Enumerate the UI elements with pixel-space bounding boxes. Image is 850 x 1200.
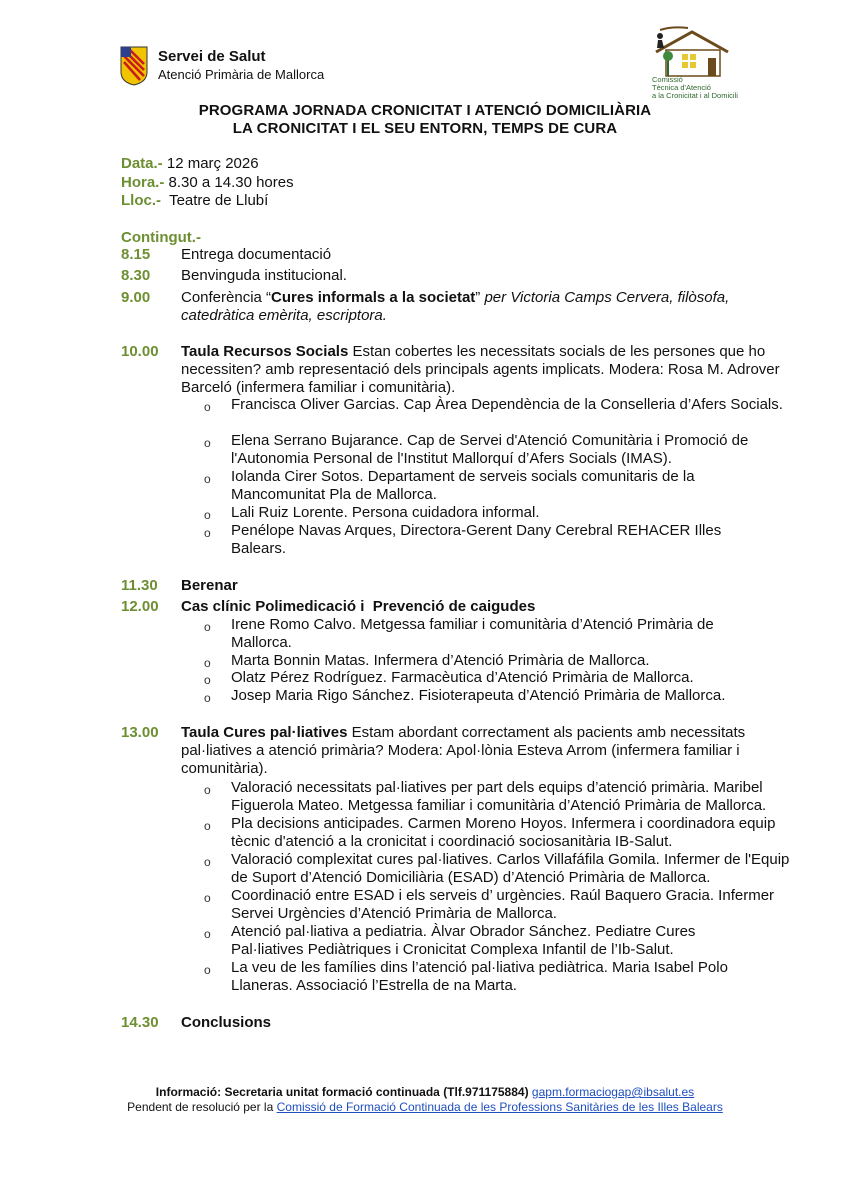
schedule-conclusions: Conclusions: [181, 1014, 272, 1031]
schedule-text: Entrega documentació: [181, 246, 332, 263]
list-item: Marta Bonnin Matas. Infermera d’Atenció Primària de Mallorca.: [231, 652, 650, 669]
list-item: Iolanda Cirer Sotos. Departament de serveis socials comunitaris de la Mancomunitat Pla de Mallorca.: [231, 468, 695, 503]
schedule-break: Berenar: [181, 577, 238, 594]
list-item: Atenció pal·liativa a pediatria. Àlvar Obrador Sánchez. Pediatre Cures Pal·liatives Pediàtriques i Cronicitat Complexa Infantil de l’Ib-Salut.: [231, 923, 696, 958]
conf-pre: Conferència “: [181, 289, 272, 306]
schedule-time: 11.30: [121, 577, 158, 594]
place-value: Teatre de Llubí: [161, 192, 269, 209]
schedule-time: 9.00: [121, 289, 151, 306]
schedule-time: 14.30: [121, 1014, 159, 1031]
footer-info: [0, 1084, 850, 1100]
list-item: Irene Romo Calvo. Metgessa familiar i comunitària d’Atenció Primària de Mallorca.: [231, 616, 714, 651]
program-subtitle: LA CRONICITAT I EL SEU ENTORN, TEMPS DE CURA: [232, 120, 618, 137]
bullet-icon: o: [204, 436, 211, 450]
session-desc: Estan cobertes les necessitats socials de les persones que ho necessiten? amb representació dels principals agents implicats. Modera: Rosa M. Adrover Barceló (infermera familiar i comunitària).: [181, 343, 780, 396]
bullet-icon: o: [204, 783, 211, 797]
list-item: Elena Serrano Bujarance. Cap de Servei d'Atenció Comunitària i Promoció de l'Autonomia Personal de l'Institut Mallorquí d’Afers Socials (IMAS).: [231, 432, 749, 467]
footer-commission-link[interactable]: Comissió de Formació Continuada de les Professions Sanitàries de les Illes Balears: [276, 1100, 723, 1114]
session-title: Taula Recursos Socials: [181, 343, 349, 360]
bullet-icon: o: [204, 472, 211, 486]
bullet-icon: o: [204, 526, 211, 540]
conf-post: ”: [475, 289, 485, 306]
bullet-icon: o: [204, 400, 211, 414]
footer-pending: [125, 1099, 725, 1115]
schedule-session: [181, 724, 791, 778]
comissio-tecnica-logo: [648, 22, 738, 104]
bullet-icon: o: [204, 691, 211, 705]
bullet-icon: o: [204, 819, 211, 833]
time-value: 8.30 a 14.30 hores: [164, 174, 294, 191]
schedule-session: [181, 343, 791, 397]
date-value: 12 març 2026: [162, 155, 259, 172]
bullet-icon: o: [204, 620, 211, 634]
list-item: Francisca Oliver Garcias. Cap Àrea Dependència de la Conselleria d’Afers Socials.: [231, 396, 783, 413]
bullet-icon: o: [204, 963, 211, 977]
list-item: Penélope Navas Arques, Directora-Gerent Dany Cerebral REHACER Illes Balears.: [231, 522, 722, 557]
footer-email-link[interactable]: gapm.formaciogap@ibsalut.es: [531, 1085, 695, 1099]
conf-title: Cures informals a la societat: [271, 289, 476, 306]
balearic-shield-icon: [120, 46, 148, 86]
bullet-icon: o: [204, 855, 211, 869]
schedule-time: 10.00: [121, 343, 159, 360]
house-with-tree-icon: [648, 22, 734, 78]
list-item: Pla decisions anticipades. Carmen Moreno Hoyos. Infermera i coordinadora equip tècnic d'atenció a la cronicitat i coordinació sociosanitària IB-Salut.: [231, 815, 776, 850]
list-item: Josep Maria Rigo Sánchez. Fisioterapeuta d’Atenció Primària de Mallorca.: [231, 687, 726, 704]
schedule-time: 12.00: [121, 598, 159, 615]
schedule-conference: [181, 289, 781, 325]
servei-salut-logo: [120, 46, 325, 88]
list-item: Lali Ruiz Lorente. Persona cuidadora informal.: [231, 504, 540, 521]
list-item: Coordinació entre ESAD i els serveis d’ urgències. Raúl Baquero Gracia. Infermer Servei Urgències d’Atenció Primària de Mallorca.: [231, 887, 775, 922]
bullet-icon: o: [204, 927, 211, 941]
list-item: Valoració necessitats pal·liatives per part dels equips d’atenció primària. Maribel Figuerola Mateo. Metgessa familiar i comunitària d’Atenció Primària de Mallorca.: [231, 779, 767, 814]
session-title: Taula Cures pal·liatives: [181, 724, 348, 741]
bullet-icon: o: [204, 508, 211, 522]
schedule-time: 8.15: [121, 246, 151, 263]
place-label: Lloc.-: [121, 192, 161, 209]
time-label: Hora.-: [121, 174, 165, 191]
conf-speaker: per Victoria Camps Cervera, filòsofa, catedràtica emèrita, escriptora.: [181, 289, 730, 324]
place-line: [121, 192, 268, 209]
schedule-text: Benvinguda institucional.: [181, 267, 347, 284]
logo-subtitle: Atenció Primària de Mallorca: [158, 67, 325, 82]
logo-title: Servei de Salut: [158, 48, 266, 65]
bullet-icon: o: [204, 656, 211, 670]
schedule-time: 8.30: [121, 267, 151, 284]
bullet-icon: o: [204, 673, 211, 687]
schedule-time: 13.00: [121, 724, 159, 741]
time-line: [121, 174, 294, 191]
footer-info-text: Informació: Secretaria unitat formació continuada (Tlf.971175884): [155, 1085, 529, 1099]
footer-pending-text: Pendent de resolució per la: [127, 1100, 277, 1114]
program-title: PROGRAMA JORNADA CRONICITAT I ATENCIÓ DOMICILIÀRIA: [198, 102, 652, 119]
content-label: Contingut.-: [121, 229, 201, 246]
bullet-icon: o: [204, 891, 211, 905]
session-title: Cas clínic Polimedicació i Prevenció de caigudes: [181, 598, 536, 615]
logo-caption: Comissió Tècnica d'Atenció a la Cronicitat i al Domicili: [652, 75, 738, 100]
list-item: Olatz Pérez Rodríguez. Farmacèutica d’Atenció Primària de Mallorca.: [231, 669, 694, 686]
list-item: Valoració complexitat cures pal·liatives. Carlos Villafáfila Gomila. Infermer de l'Equip de Suport d’Atenció Domiciliària (ESAD) d’Atenció Primària de Mallorca.: [231, 851, 790, 886]
list-item: La veu de les famílies dins l’atenció pal·liativa pediàtrica. Maria Isabel Polo Llaneras. Associació l’Estrella de na Marta.: [231, 959, 728, 994]
session-desc: Estam abordant correctament als pacients amb necessitats pal·liatives a atenció primària? Modera: Apol·lònia Esteva Arrom (infermera familiar i comunitària).: [181, 724, 746, 777]
date-label: Data.-: [121, 155, 163, 172]
date-line: [121, 155, 259, 172]
